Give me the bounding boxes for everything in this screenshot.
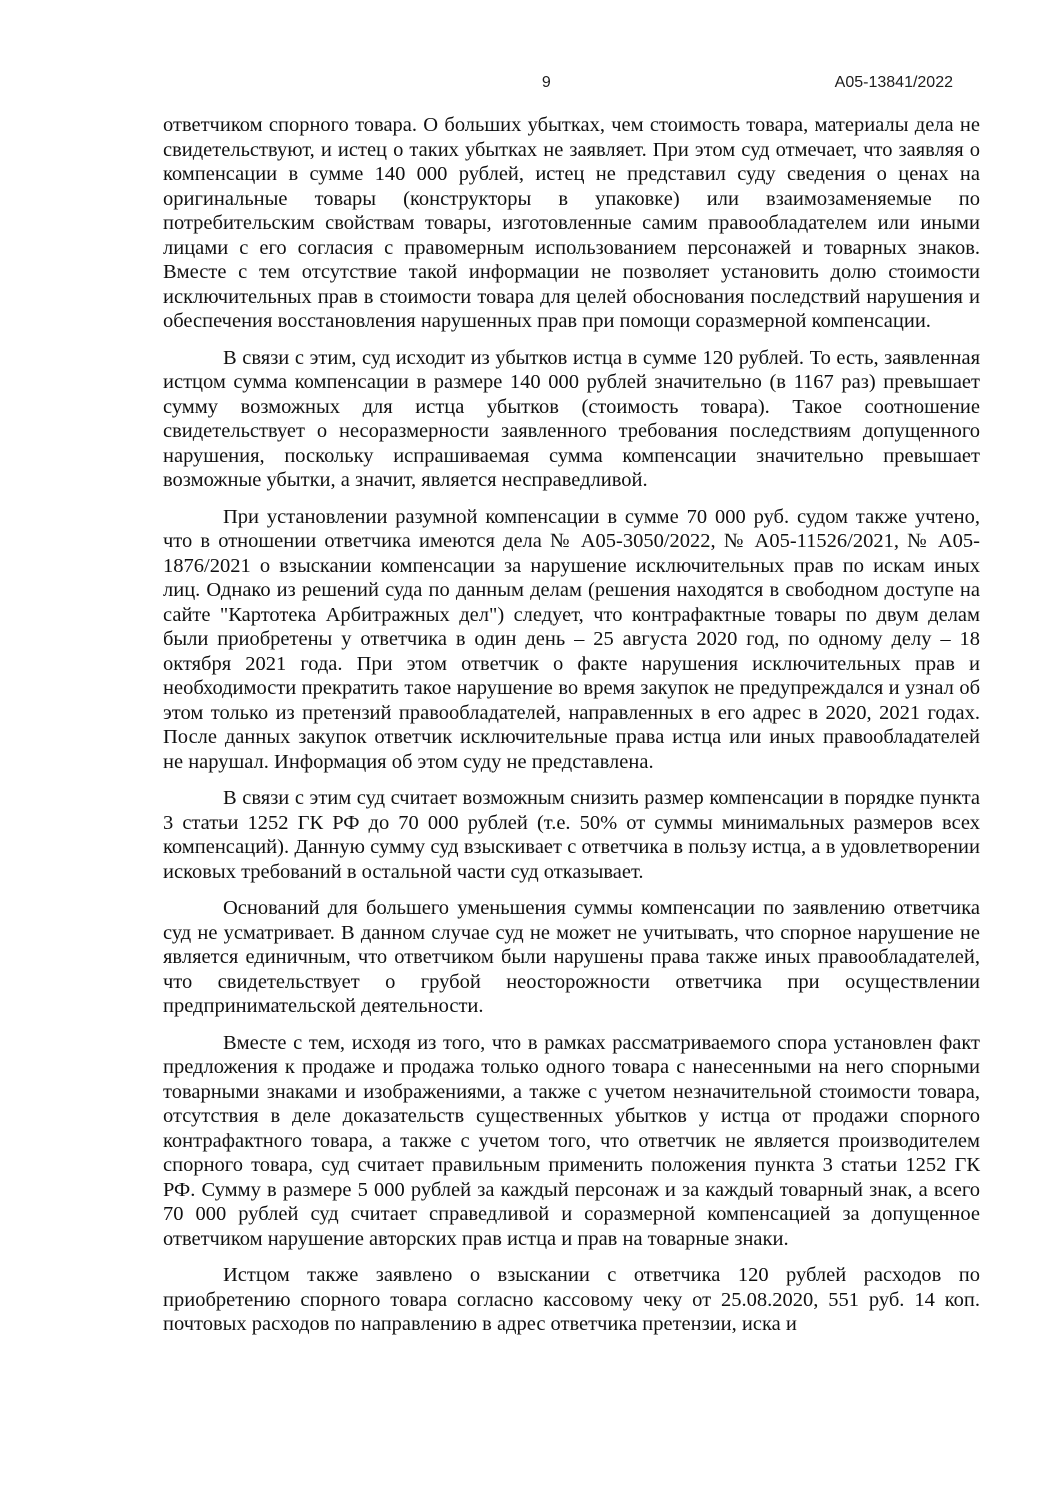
document-body bbox=[163, 113, 980, 1349]
paragraph: При установлении разумной компенсации в сумме 70 000 руб. судом также учтено, что в отношении ответчика имеются дела № А05-3050/2022, № А05-11526/2021, № А05-1876/2021 о взыскании компенсации за нарушение исключительных прав по искам иных лиц. Однако из решений суда по данным делам (решения находятся в свободном доступе на сайте "Картотека Арбитражных дел") следует, что контрафактные товары по двум делам были приобретены у ответчика в один день – 25 августа 2020 год, по одному делу – 18 октября 2021 года. При этом ответчик о факте нарушения исключительных прав и необходимости прекратить такое нарушение во время закупок не предупреждался и узнал об этом только из претензий правообладателей, направленных в его адрес в 2020, 2021 годах. После данных закупок ответчик исключительные права истца или иных правообладателей не нарушал. Информация об этом суду не представлена. bbox=[163, 505, 980, 773]
paragraph-continuation: ответчиком спорного товара. О больших убытках, чем стоимость товара, материалы дела не свидетельствуют, и истец о таких убытках не заявляет. При этом суд отмечает, что заявляя о компенсации в сумме 140 000 рублей, истец не представил суду сведения о ценах на оригинальные товары (конструкторы в упаковке) или взаимозаменяемые по потребительским свойствам товары, изготовленные самим правообладателем или иными лицами с его согласия с правомерным использованием персонажей и товарных знаков. Вместе с тем отсутствие такой информации не позволяет установить долю стоимости исключительных прав в стоимости товара для целей обоснования последствий нарушения и обеспечения восстановления нарушенных прав при помощи соразмерной компенсации. bbox=[163, 114, 980, 332]
paragraph: В связи с этим суд считает возможным снизить размер компенсации в порядке пункта 3 статьи 1252 ГК РФ до 70 000 рублей (т.е. 50% от суммы минимальных размеров всех компенсаций). Данную сумму суд взыскивает с ответчика в пользу истца, а в удовлетворении исковых требований в остальной части суд отказывает. bbox=[163, 787, 980, 883]
paragraph: В связи с этим, суд исходит из убытков истца в сумме 120 рублей. То есть, заявленная истцом сумма компенсации в размере 140 000 рублей значительно (в 1167 раз) превышает сумму возможных для истца убытков (стоимость товара). Такое соотношение свидетельствует о несоразмерности заявленного требования последствиям допущенного нарушения, поскольку испрашиваемая сумма компенсации значительно превышает возможные убытки, а значит, является несправедливой. bbox=[163, 346, 980, 491]
page-number: 9 bbox=[541, 74, 552, 91]
paragraph: Истцом также заявлено о взыскании с ответчика 120 рублей расходов по приобретению спорного товара согласно кассовому чеку от 25.08.2020, 551 руб. 14 коп. почтовых расходов по направлению в адрес ответчика претензии, иска и bbox=[163, 1264, 980, 1335]
page-header bbox=[163, 74, 980, 94]
case-number: А05-13841/2022 bbox=[834, 74, 953, 91]
paragraph: Оснований для большего уменьшения суммы компенсации по заявлению ответчика суд не усматривает. В данном случае суд не может не учитывать, что спорное нарушение не является единичным, что ответчиком были нарушены права также иных правообладателей, что свидетельствует о грубой неосторожности ответчика при осуществлении предпринимательской деятельности. bbox=[163, 897, 980, 1017]
paragraph: Вместе с тем, исходя из того, что в рамках рассматриваемого спора установлен факт предложения к продаже и продажа только одного товара с нанесенными на него спорными товарными знаками и изображениями, а также с учетом незначительной стоимости товара, отсутствия в деле доказательств существенных убытков у истца от продажи спорного контрафактного товара, а также с учетом того, что ответчик не является производителем спорного товара, суд считает правильным применить положения пункта 3 статьи 1252 ГК РФ. Сумму в размере 5 000 рублей за каждый персонаж и за каждый товарный знак, а всего 70 000 рублей суд считает справедливой и соразмерной компенсацией за допущенное ответчиком нарушение авторских прав истца и прав на товарные знаки. bbox=[163, 1031, 980, 1250]
